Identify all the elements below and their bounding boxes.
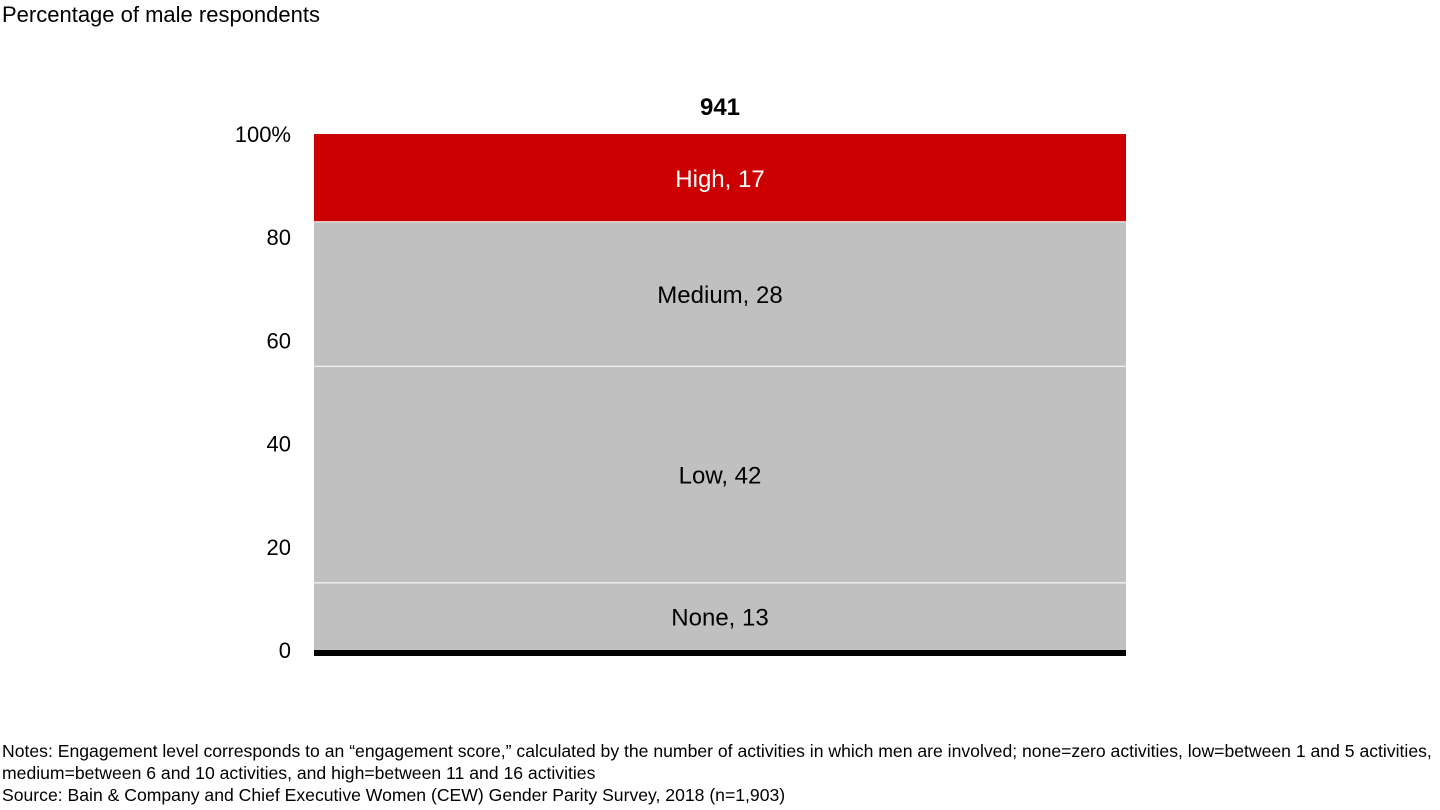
y-axis-ticks <box>235 122 291 663</box>
footnotes <box>2 740 1438 806</box>
y-axis-title: Percentage of male respondents <box>2 2 320 27</box>
segment-label-high: High, 17 <box>675 165 765 193</box>
y-tick-label: 40 <box>266 431 291 457</box>
segment-label-medium: Medium, 28 <box>657 281 783 309</box>
notes-text: Notes: Engagement level corresponds to an “engagement score,” calculated by the number of activities in which men are involved; none=zero activities, low=between 1 and 5 activities, medium=between 6 and 10 activities, and high=between 11 and 16 activities <box>2 741 1432 783</box>
source-text: Source: Bain & Company and Chief Executive Women (CEW) Gender Parity Survey, 2018 (n=1,903) <box>2 785 786 805</box>
segment-label-low: Low, 42 <box>678 462 762 490</box>
bar-total-label: 941 <box>699 94 741 121</box>
y-tick-label: 60 <box>266 328 291 354</box>
bar-segments <box>314 134 1126 650</box>
y-tick-label: 0 <box>278 638 291 663</box>
segment-label-none: None, 13 <box>671 604 769 632</box>
y-tick-label: 100% <box>234 122 291 147</box>
y-tick-label: 20 <box>266 534 291 560</box>
y-tick-label: 80 <box>266 225 291 251</box>
